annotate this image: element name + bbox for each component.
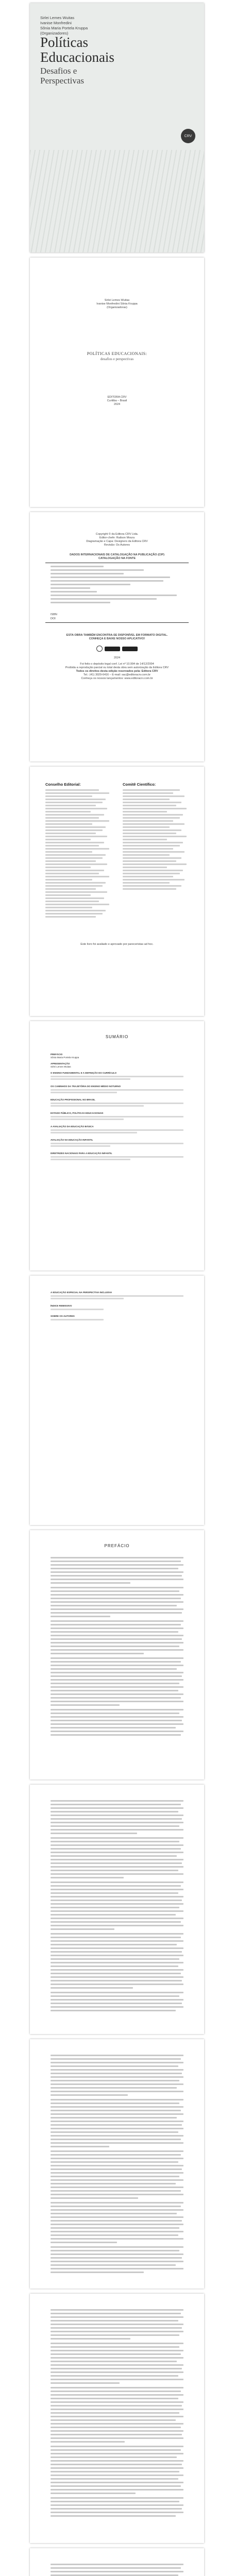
councils-columns xyxy=(45,782,195,937)
toc-heading: SUMÁRIO xyxy=(105,1035,129,1039)
toc-entry-title: A AVALIAÇÃO DA EDUCAÇÃO BÁSICA xyxy=(51,1125,94,1128)
catalog-rule-bottom xyxy=(45,622,189,623)
scientific-committee-heading: Comitê Científico: xyxy=(123,782,156,787)
publisher-city: Curitiba – Brasil xyxy=(107,399,127,402)
preface-continued-page xyxy=(30,1785,204,2034)
title-page-publisher xyxy=(30,396,204,406)
toc-entry-title: A EDUCAÇÃO ESPECIAL NA PERSPECTIVA INCLUSIVA xyxy=(51,1291,112,1294)
title-page-author: Sirlei Lemes Wuitas xyxy=(104,299,130,302)
google-play-icon xyxy=(96,646,103,652)
copyright-credits xyxy=(30,533,204,547)
toc-entry-title: O ENSINO FUNDAMENTAL E A DEFINIÇÃO DO CURRÍCULO xyxy=(51,1072,116,1074)
doi-label: DOI xyxy=(51,617,56,620)
publisher-year: 2024 xyxy=(113,403,121,406)
toc-entry[interactable] xyxy=(51,1072,183,1080)
copyright-line: Editor-chefe: Railson Moura xyxy=(99,536,135,539)
preface-body-continued xyxy=(51,1800,183,2013)
cover-subtitle-line: Perspectivas xyxy=(40,76,84,86)
preface-continued-page-3 xyxy=(30,2294,204,2543)
preface-page xyxy=(30,1530,204,1780)
toc-entry-title: ESTADO PÚBLICO, POLÍTICAS EDUCACIONAIS xyxy=(51,1112,104,1114)
toc-entry-title: APRESENTAÇÃO xyxy=(51,1062,70,1065)
toc-entry-title: OS CAMINHOS DA TRAJETÓRIA DO ENSINO MÉDIO NOTURNO xyxy=(51,1085,121,1088)
editorial-council-heading: Conselho Editorial: xyxy=(45,782,81,787)
toc-entry[interactable] xyxy=(51,1112,183,1120)
preface-body-continued-4 xyxy=(51,2564,183,2576)
toc-page xyxy=(30,1021,204,1270)
editorial-council xyxy=(45,782,112,919)
toc-entry[interactable] xyxy=(51,1291,183,1299)
catalog-head: DADOS INTERNACIONAIS DE CATALOGAÇÃO NA PUBLICAÇÃO (CIP) xyxy=(70,553,164,556)
cover-page xyxy=(30,3,204,252)
preface-body-continued-2 xyxy=(51,2055,183,2275)
catalog-heading xyxy=(30,553,204,561)
cover-subtitle-line: Desafios e xyxy=(40,66,77,76)
cover-title xyxy=(40,35,114,65)
cover-authors xyxy=(40,15,88,36)
toc-entry[interactable] xyxy=(51,1152,183,1160)
preface-heading: PREFÁCIO xyxy=(104,1544,130,1548)
toc-entry[interactable] xyxy=(51,1315,183,1320)
toc-entry[interactable] xyxy=(51,1304,183,1310)
copyright-page xyxy=(30,512,204,761)
legal-note: Proibida a reprodução parcial ou total desta obra sem autorização da Editora CRV xyxy=(65,666,169,669)
cover-author: Ivanise Monfredini xyxy=(40,21,72,25)
toc-entry[interactable] xyxy=(51,1125,183,1133)
publisher-name: EDITORA CRV xyxy=(107,396,127,399)
preface-body-continued-3 xyxy=(51,2309,183,2519)
title-page-role: (Organizadoras) xyxy=(107,306,127,309)
toc-entry-title: DIRETRIZES NACIONAIS PARA A EDUCAÇÃO INFANTIL xyxy=(51,1152,112,1155)
isbn-label: ISBN xyxy=(51,613,57,616)
legal-notes xyxy=(30,663,204,681)
title-page-subtitle: desafios e perspectivas xyxy=(100,357,134,361)
title-page xyxy=(30,258,204,507)
toc-entry[interactable] xyxy=(51,1062,183,1069)
digital-notice xyxy=(30,634,204,641)
preface-body xyxy=(51,1557,183,1738)
toc-entry-title: SOBRE OS AUTORES xyxy=(51,1315,75,1317)
cover-role: (Organizadores) xyxy=(40,31,69,36)
toc-entry-title: AVALIAÇÃO NA EDUCAÇÃO INFANTIL xyxy=(51,1139,93,1141)
copyright-line: Diagramação e Capa: Designers da Editora CRV xyxy=(86,540,148,543)
toc-entry-title: PREFÁCIO xyxy=(51,1053,63,1056)
title-page-authors xyxy=(30,299,204,310)
copyright-year: 2024 xyxy=(113,656,121,659)
title-page-author: Ivanise Monfredini Sônia Kruppa xyxy=(96,302,138,306)
cover-title-line: Políticas xyxy=(40,35,88,50)
legal-note: Tel.: (41) 3029-6416 – E-mail: sac@editoracrv.com.br xyxy=(83,673,151,676)
digital-notice-line: ESTA OBRA TAMBÉM ENCONTRA-SE DISPONÍVEL EM FORMATO DIGITAL. xyxy=(66,634,168,637)
toc-entry[interactable] xyxy=(51,1098,183,1107)
title-page-title: POLÍTICAS EDUCACIONAIS: xyxy=(87,351,147,356)
cover-subtitle xyxy=(40,66,84,86)
toc-continued-page xyxy=(30,1276,204,1525)
google-play-badge xyxy=(122,647,138,651)
toc-entry[interactable] xyxy=(51,1139,183,1147)
councils-footer: Este livro foi avaliado e aprovado por pareceristas ad hoc. xyxy=(80,943,154,946)
copyright-line: Copyright © da Editora CRV Ltda. xyxy=(95,533,139,536)
preface-continued-page-2 xyxy=(30,2039,204,2289)
copyright-line: Revisão: Os Autores xyxy=(104,544,130,547)
cover-author: Sirlei Lemes Wuitas xyxy=(40,15,75,20)
toc-entry-title: EDUCAÇÃO PROFISSIONAL NO BRASIL xyxy=(51,1098,95,1101)
app-store-badges xyxy=(30,644,204,653)
legal-note: Foi feito o depósito legal conf. Lei nº 10.994 de 14/12/2004 xyxy=(80,663,154,666)
publisher-seal: CRV xyxy=(181,129,195,143)
toc-entry-author: Sirlei Lemes Wuitas xyxy=(51,1065,71,1068)
digital-notice-line: CONHEÇA E BAIXE NOSSO APLICATIVO! xyxy=(89,637,145,640)
scientific-committee xyxy=(123,782,190,891)
councils-page xyxy=(30,767,204,1016)
toc-entry-author: Sônia Maria Portela Kruppa xyxy=(51,1056,79,1059)
cover-title-line: Educacionais xyxy=(40,49,114,65)
toc-entry[interactable] xyxy=(51,1085,183,1093)
toc-entry[interactable] xyxy=(51,1053,183,1059)
toc-entry-title: ÍNDICE REMISSIVO xyxy=(51,1304,72,1307)
preface-continued-page-4 xyxy=(30,2548,204,2576)
catalog-record xyxy=(51,566,183,605)
legal-note: Conheça os nossos lançamentos: www.editoracrv.com.br xyxy=(81,677,153,680)
legal-note: Todos os direitos desta edição reservados pela: Editora CRV xyxy=(76,670,158,673)
cover-author: Sônia Maria Portela Kruppa xyxy=(40,26,88,30)
cover-decorative-stripes xyxy=(30,150,204,252)
catalog-sub: CATALOGAÇÃO NA FONTE xyxy=(98,557,136,560)
app-store-badge xyxy=(105,647,120,651)
